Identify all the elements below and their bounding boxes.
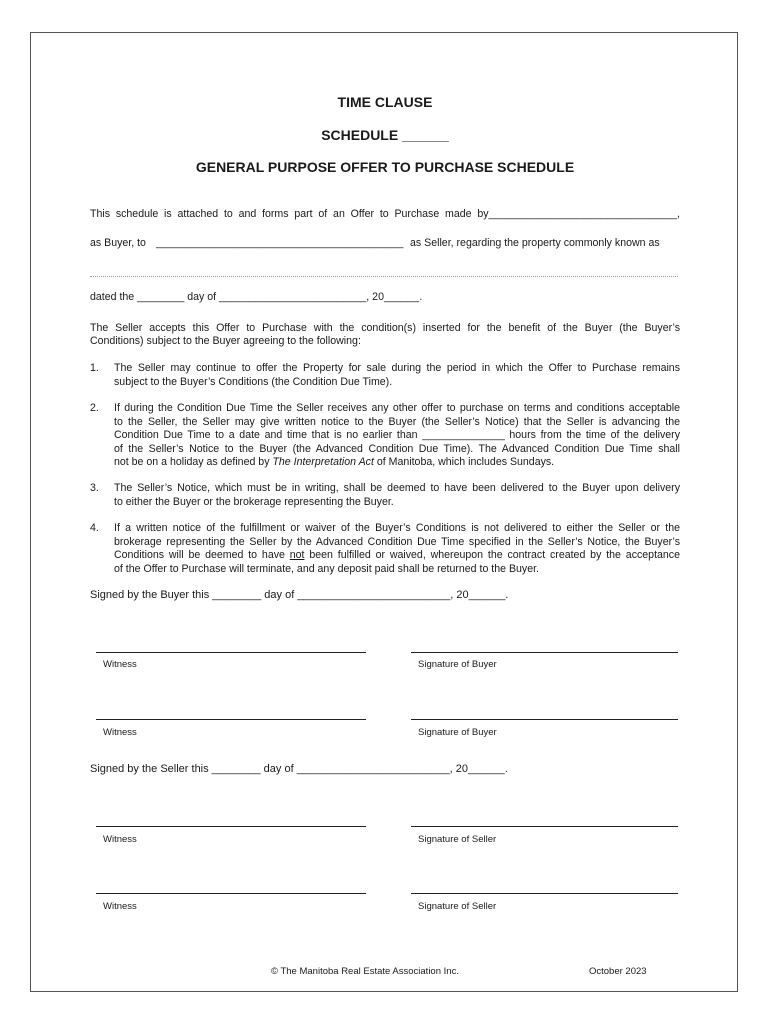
buyer-signed-line: Signed by the Buyer this ________ day of _________________________, 20______. xyxy=(90,589,509,601)
clause-4-text xyxy=(114,522,680,576)
clause-text: been fulfilled or waived, whereupon the contract created by the acceptance xyxy=(304,549,680,561)
clause-line xyxy=(114,456,680,470)
clause-text: Conditions will be deemed to have xyxy=(114,549,290,561)
emphasis-not: not xyxy=(289,549,305,561)
seller-signature-line[interactable] xyxy=(411,893,678,894)
clause-line: of the Seller’s Notice to the Buyer (the Advanced Condition Due Time). The Advanced Condition Due Time shall xyxy=(114,442,680,455)
clause-line: to either the Buyer or the brokerage representing the Buyer. xyxy=(114,495,394,508)
buyer-signature-label: Signature of Buyer xyxy=(418,659,497,670)
witness-label: Witness xyxy=(103,834,137,845)
buyer-signature-label: Signature of Buyer xyxy=(418,727,497,738)
witness-label: Witness xyxy=(103,659,137,670)
clause-line: subject to the Buyer’s Conditions (the Condition Due Time). xyxy=(114,375,393,388)
intro-seller-property: as Seller, regarding the property commonly known as xyxy=(410,237,660,249)
seller-signature-label: Signature of Seller xyxy=(418,901,497,912)
clause-number: 4. xyxy=(90,522,99,534)
clause-line: to the Seller, the Seller may give written notice to the Buyer (the Seller’s Notice) that the Seller is advancing the xyxy=(114,415,680,428)
clause-number: 1. xyxy=(90,362,99,374)
footer-copyright: © The Manitoba Real Estate Association Inc. xyxy=(271,966,459,977)
buyer-signature-line[interactable] xyxy=(411,652,678,653)
clause-line: If a written notice of the fulfillment or waiver of the Buyer’s Conditions is not delivered to either the Seller or the xyxy=(114,522,680,534)
clause-number: 2. xyxy=(90,402,99,414)
seller-name-blank: __________________________________________ xyxy=(156,237,404,249)
seller-signature-line[interactable] xyxy=(411,826,678,827)
clause-text: of Manitoba, which includes Sundays. xyxy=(373,456,555,468)
page-border xyxy=(30,32,738,992)
intro-buyer-to: as Buyer, to xyxy=(90,237,146,249)
document-title: TIME CLAUSE xyxy=(337,94,433,110)
buyer-signature-line[interactable] xyxy=(411,719,678,720)
dated-line: dated the ________ day of _________________________, 20______. xyxy=(90,291,423,303)
witness-label: Witness xyxy=(103,901,137,912)
clause-line: The Seller may continue to offer the Property for sale during the period in which the Offer to Purchase remains xyxy=(114,362,680,374)
property-address-line xyxy=(90,276,678,277)
schedule-number: SCHEDULE ______ xyxy=(321,127,449,143)
clause-line: The Seller’s Notice, which must be in writing, shall be deemed to have been delivered to the Buyer upon delivery xyxy=(114,482,680,494)
witness-label: Witness xyxy=(103,727,137,738)
clause-2-text xyxy=(114,402,680,470)
document-subtitle: GENERAL PURPOSE OFFER TO PURCHASE SCHEDULE xyxy=(195,159,575,175)
clause-line: If during the Condition Due Time the Seller receives any other offer to purchase on terms and conditions acceptable xyxy=(114,402,680,414)
intro-line-1: This schedule is attached to and forms part of an Offer to Purchase made by________________________________, xyxy=(90,208,680,220)
clause-line: brokerage representing the Seller by the Advanced Condition Due Time specified in the Seller’s Notice, the Buyer’s xyxy=(114,535,680,548)
clause-3-text xyxy=(114,482,680,509)
clause-line xyxy=(114,549,680,563)
act-title: The Interpretation Act xyxy=(272,456,374,468)
clause-1-text xyxy=(114,362,680,389)
witness-signature-line[interactable] xyxy=(96,652,366,653)
clause-text: not be on a holiday as defined by xyxy=(114,456,273,468)
acceptance-line-2: Conditions) subject to the Buyer agreeing to the following: xyxy=(90,335,361,347)
clause-line: Condition Due Time to a date and time that is no earlier than ______________ hours from the time of the delivery xyxy=(114,429,680,441)
clause-line: of the Offer to Purchase will terminate, and any deposit paid shall be returned to the Buyer. xyxy=(114,562,539,575)
witness-signature-line[interactable] xyxy=(96,719,366,720)
footer-date: October 2023 xyxy=(589,966,647,977)
seller-signed-line: Signed by the Seller this ________ day of _________________________, 20______. xyxy=(90,763,508,775)
acceptance-line-1: The Seller accepts this Offer to Purchase with the condition(s) inserted for the benefit of the Buyer (the Buyer’s xyxy=(90,322,680,334)
witness-signature-line[interactable] xyxy=(96,826,366,827)
witness-signature-line[interactable] xyxy=(96,893,366,894)
clause-number: 3. xyxy=(90,482,99,494)
seller-signature-label: Signature of Seller xyxy=(418,834,497,845)
